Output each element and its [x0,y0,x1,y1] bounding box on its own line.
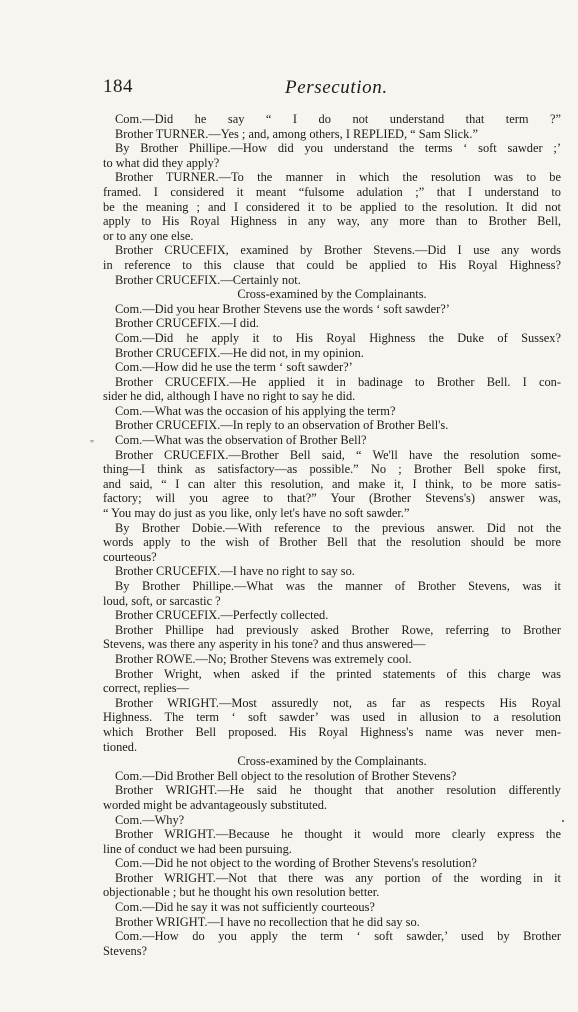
body-text [103,112,561,958]
text-line: courteous? [103,549,157,564]
text-line: Brother ROWE.—No; Brother Stevens was extremely cool. [115,651,412,666]
text-line: Stevens? [103,943,148,958]
text-line: Brother TURNER.—Yes ; and, among others, I REPLIED, “ Sam Slick.” [115,126,478,141]
running-title: Persecution. [285,77,388,98]
text-line: and said, “ I can alter this resolution, and make it, I think, to be more satis- [103,476,561,491]
text-line: Com.—Did he apply it to His Royal Highness the Duke of Sussex? [115,330,561,345]
text-line: or to any one else. [103,228,194,243]
text-line: to what did they apply? [103,155,220,170]
text-line: By Brother Phillipe.—How did you understand the terms ‘ soft sawder ;’ [115,141,561,156]
text-line: Com.—What was the occasion of his applying the term? [115,403,396,418]
print-speck [562,820,564,822]
text-line: Brother WRIGHT.—I have no recollection that he did say so. [115,914,420,929]
text-line: Brother Wright, when asked if the printed statements of this charge was [115,666,561,681]
text-line: objectionable ; but he thought his own resolution better. [103,885,380,900]
text-line: Brother WRIGHT.—Because he thought it would more clearly express the [115,827,561,842]
text-line: Com.—Did you hear Brother Stevens use the words ‘ soft sawder?’ [115,301,450,316]
text-line: Com.—How do you apply the term ‘ soft sawder,’ used by Brother [115,929,561,944]
text-line: By Brother Phillipe.—What was the manner of Brother Stevens, was it [115,579,561,593]
text-line: loud, soft, or sarcastic ? [103,593,221,608]
text-line: Com.—Did he not object to the wording of Brother Stevens's resolution? [115,856,477,871]
section-heading: Cross-examined by the Complainants. [237,287,427,302]
margin-mark: " [90,439,95,450]
page-header [103,76,561,104]
text-line: Com.—What was the observation of Brother Bell? [115,433,367,448]
text-line: sider he did, although I have no right to say he did. [103,389,356,404]
text-line: framed. I considered it meant “fulsome adulation ;” that I understand to [103,184,561,199]
text-line: be the meaning ; and I considered it to be applied to the resolution. It did not [103,199,561,214]
text-line: Brother CRUCEFIX.—He applied it in badinage to Brother Bell. I con- [115,374,561,389]
text-line: line of conduct we had been pursuing. [103,841,292,856]
text-line: Brother TURNER.—To the manner in which the resolution was to be [115,170,561,185]
text-line: Brother WRIGHT.—He said he thought that another resolution differently [115,783,561,798]
text-line: Brother WRIGHT.—Not that there was any portion of the wording in it [115,870,561,885]
text-line: Com.—Did Brother Bell object to the resolution of Brother Stevens? [115,768,457,783]
section-heading: Cross-examined by the Complainants. [237,754,427,769]
text-line: thing—I think as satisfactory—as possible.” No ; Brother Bell spoke first, [103,462,561,477]
text-line: Brother CRUCEFIX.—I did. [115,316,259,331]
text-line: Brother CRUCEFIX, examined by Brother Stevens.—Did I use any words [115,243,561,258]
text-line: words apply to the wish of Brother Bell that the resolution should be more [103,535,561,550]
text-line: By Brother Dobie.—With reference to the previous answer. Did not the [115,520,561,535]
text-line: worded might be advantageously substituted. [103,797,328,812]
text-line: Stevens, was there any asperity in his tone? and thus answered— [103,637,426,652]
text-line: Brother CRUCEFIX.—In reply to an observation of Brother Bell's. [115,418,449,433]
text-line: which Brother Bell proposed. His Royal Highness's name was never men- [103,724,561,739]
text-line: apply to His Royal Highness in any way, any more than to Brother Bell, [103,214,561,229]
text-line: Com.—Why? [115,812,185,827]
text-line: Brother CRUCEFIX.—I have no right to say so. [115,564,355,579]
text-line: Com.—How did he use the term ‘ soft sawder?’ [115,360,353,375]
text-line: Brother CRUCEFIX.—He did not, in my opinion. [115,345,364,360]
text-line: correct, replies— [103,681,190,696]
text-line: Brother CRUCEFIX.—Perfectly collected. [115,608,329,623]
text-line: Com.—Did he say it was not sufficiently courteous? [115,900,375,915]
text-line: Brother Phillipe had previously asked Brother Rowe, referring to Brother [115,622,561,637]
text-line: Brother WRIGHT.—Most assuredly not, as far as respects His Royal [115,695,561,710]
page-number: 184 [103,76,133,97]
text-line: Highness. The term ‘ soft sawder’ was used in allusion to a resolution [103,710,561,725]
text-line: factory; will you agree to that?” Your (Brother Stevens's) answer was, [103,491,561,506]
text-line: Brother CRUCEFIX.—Certainly not. [115,272,301,287]
text-line: in reference to this clause that could be applied to His Royal Highness? [103,257,561,272]
text-line: Com.—Did he say “ I do not understand that term ?” [115,112,561,126]
text-line: tioned. [103,739,138,754]
text-line: “ You may do just as you like, only let's have no soft sawder.” [103,506,410,521]
text-line: Brother CRUCEFIX.—Brother Bell said, “ We'll have the resolution some- [115,447,561,462]
